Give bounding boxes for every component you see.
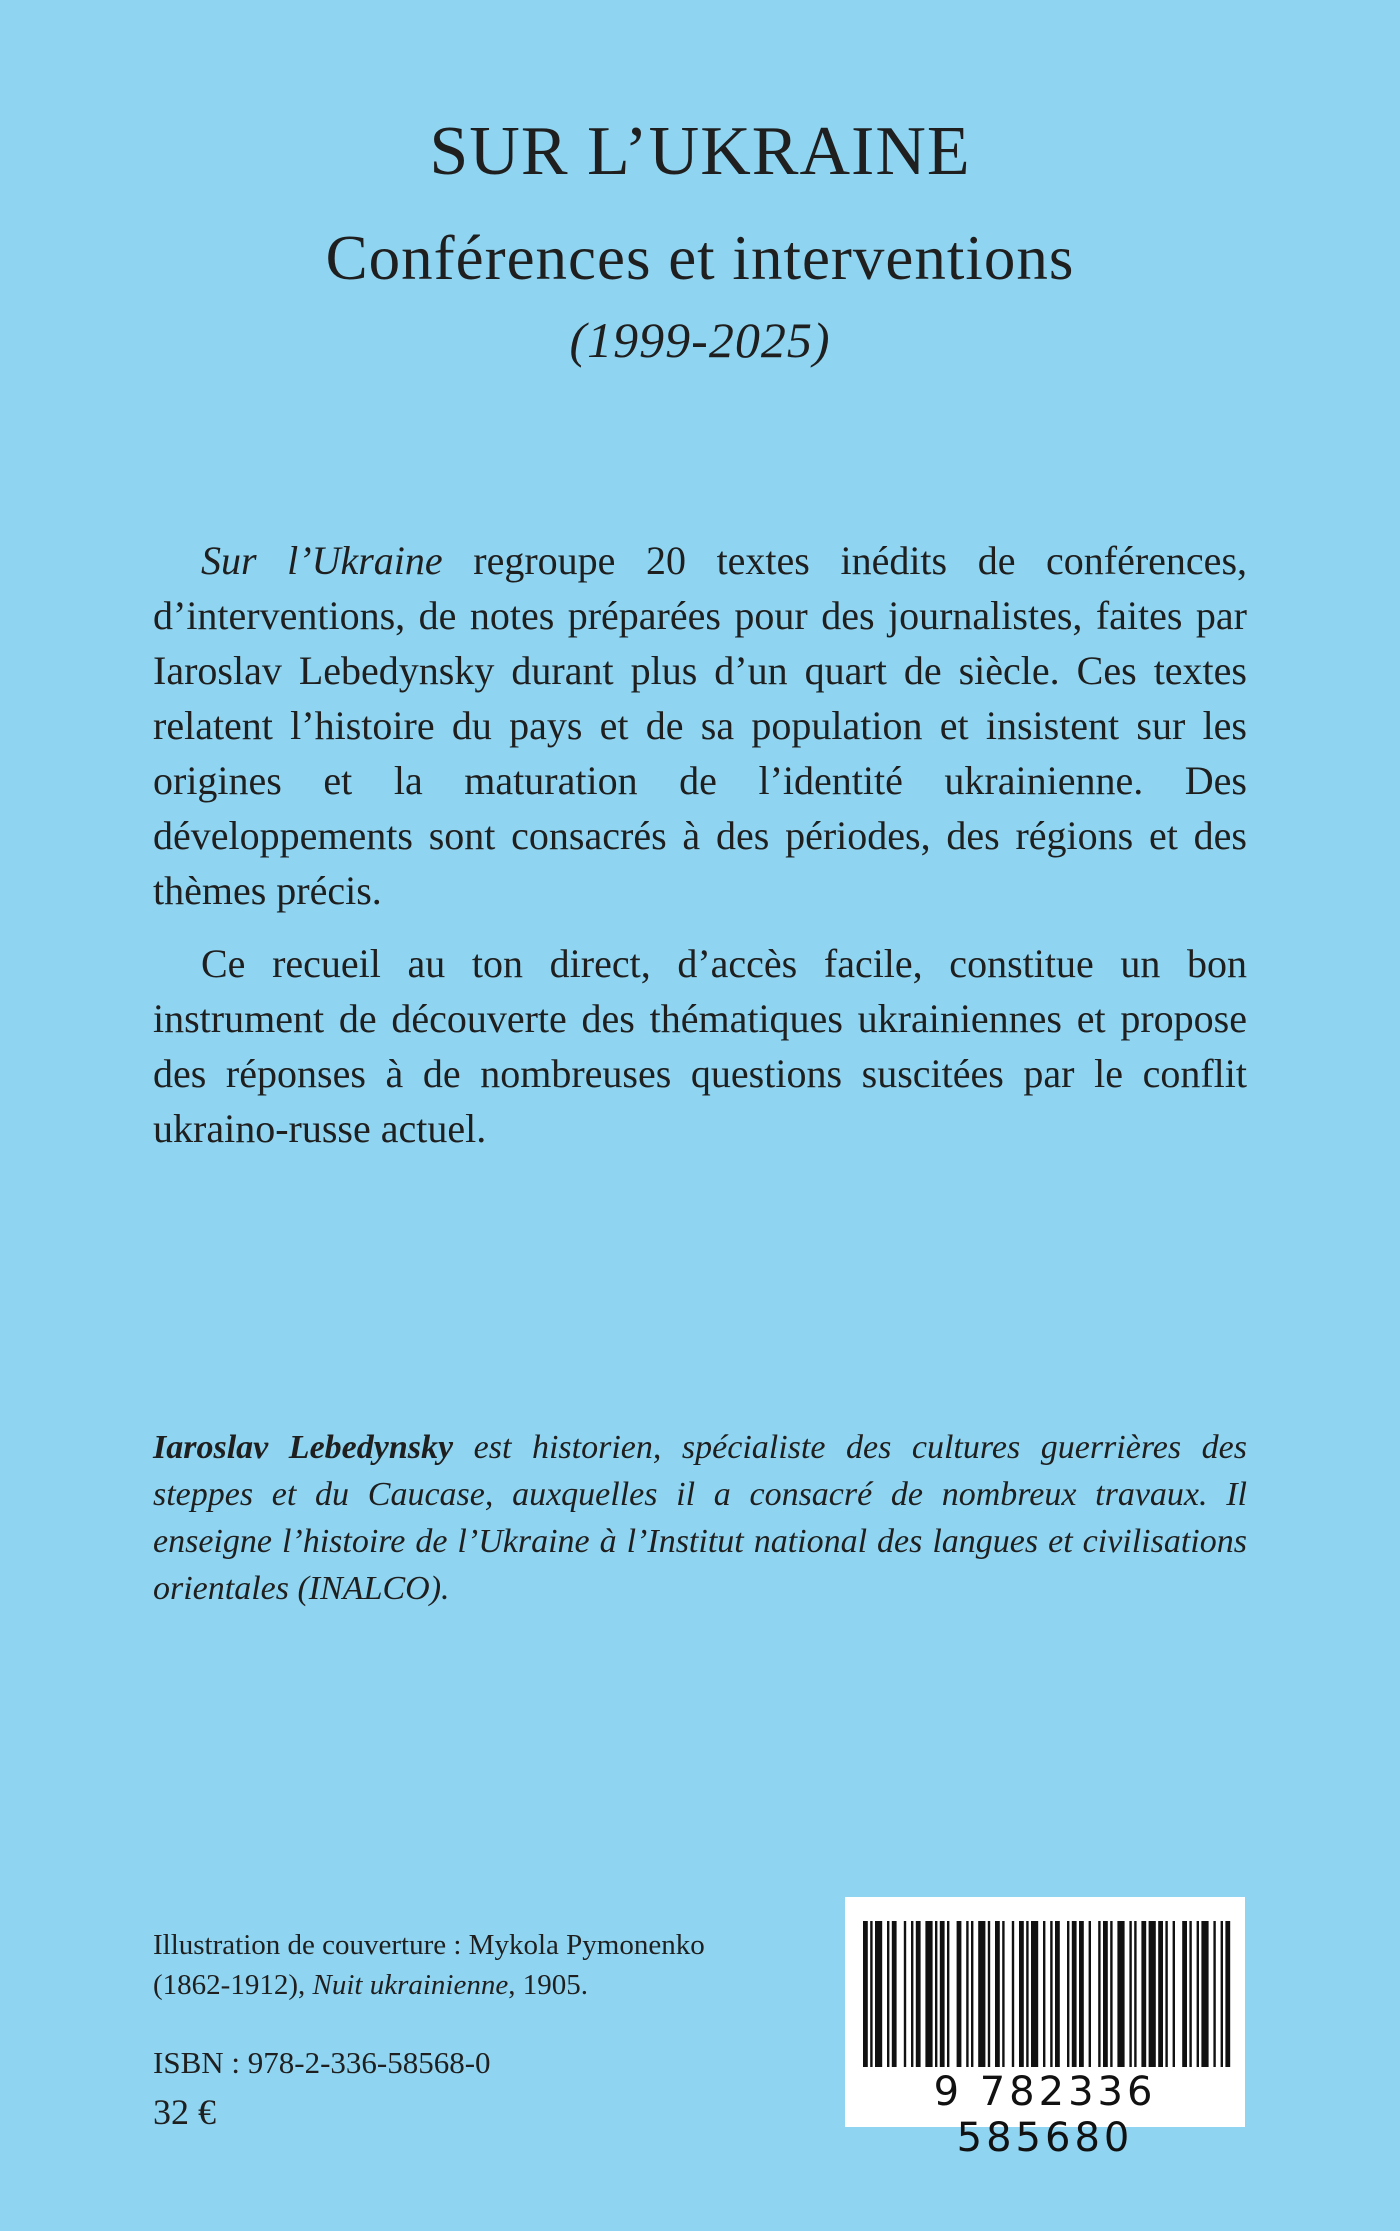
- barcode-bar: [1002, 1921, 1004, 2067]
- barcode-bar: [863, 1921, 868, 2067]
- barcode-bar: [1050, 1921, 1052, 2067]
- barcode-bar: [1165, 1921, 1167, 2067]
- barcode-bar: [1103, 1921, 1108, 2067]
- book-subtitle: Conférences et interventions: [325, 223, 1075, 293]
- barcode-bar: [978, 1921, 985, 2067]
- barcode-bar: [870, 1921, 872, 2067]
- blurb-paragraph-1-text: regroupe 20 textes inédits de conférences, d’interventions, de notes préparées pour des journalistes, faites par Iaroslav Lebedynsky durant plus d’un quart de siècle. Ces textes relatent l’histoire du pays et de sa population et insistent sur les origines et la maturation de l’identité ukrainienne. Des développements sont consacrés à des périodes, des régions et des thèmes précis.: [153, 538, 1248, 913]
- barcode-bar: [1189, 1921, 1191, 2067]
- barcode-bar: [1182, 1921, 1187, 2067]
- barcode-bar: [940, 1921, 945, 2067]
- barcode-bar: [1173, 1921, 1175, 2067]
- blurb: [153, 533, 1247, 1174]
- barcode-bar: [904, 1921, 906, 2067]
- barcode-bar: [988, 1921, 990, 2067]
- barcode-bar: [1110, 1921, 1112, 2067]
- barcode-bar: [887, 1921, 889, 2067]
- barcode-bar: [1158, 1921, 1163, 2067]
- book-years: (1999-2025): [569, 312, 831, 368]
- credits-dates: (1862-1912),: [153, 1969, 313, 2001]
- isbn: ISBN : 978-2-336-58568-0: [153, 2045, 491, 2080]
- barcode-bar: [1201, 1921, 1208, 2067]
- barcode-bar: [1225, 1921, 1230, 2067]
- barcode-bar: [1067, 1921, 1069, 2067]
- barcode-bar: [1055, 1921, 1060, 2067]
- barcode-bar: [1129, 1921, 1131, 2067]
- barcode-bar: [1134, 1921, 1136, 2067]
- blurb-paragraph-1: [153, 533, 1247, 918]
- credits-line-2: [153, 1965, 753, 2005]
- credits-artwork-title: Nuit ukrainienne: [312, 1969, 509, 2001]
- barcode-bar: [875, 1921, 882, 2067]
- barcode-bar: [1019, 1921, 1024, 2067]
- author-name: Iaroslav Lebedynsky: [153, 1429, 454, 1466]
- author-bio-text: est historien, spécialiste des cultures guerrières des steppes et du Caucase, auxquelles il a consacré de nombreux travaux. Il enseigne l’histoire de l’Ukraine à l’Institut national des langues et civilisations orientales (INALCO).: [153, 1429, 1247, 1607]
- barcode: [845, 1897, 1245, 2161]
- price: 32 €: [153, 2092, 216, 2132]
- barcode-bar: [971, 1921, 973, 2067]
- barcode-bar: [1026, 1921, 1028, 2067]
- barcode-bar: [892, 1921, 897, 2067]
- barcode-bar: [1197, 1921, 1199, 2067]
- barcode-bar: [911, 1921, 913, 2067]
- author-bio: [153, 1424, 1247, 1612]
- barcode-bar: [1221, 1921, 1223, 2067]
- barcode-bar: [966, 1921, 968, 2067]
- cover-credits: [153, 1925, 753, 2005]
- barcode-bar: [1031, 1921, 1038, 2067]
- blurb-book-title: Sur l’Ukraine: [201, 538, 443, 583]
- barcode-bar: [935, 1921, 937, 2067]
- credits-year: , 1905.: [508, 1969, 588, 2001]
- barcode-bar: [957, 1921, 962, 2067]
- blurb-paragraph-2: Ce recueil au ton direct, d’accès facile, constitue un bon instrument de découverte des thématiques ukrainiennes et propose des réponses à de nombreuses questions suscitées par le conflit ukraino-russe actuel.: [153, 941, 1247, 1151]
- barcode-bar: [1072, 1921, 1077, 2067]
- barcode-digits: 9 782336 585680: [933, 2069, 1157, 2161]
- barcode-bar: [1117, 1921, 1124, 2067]
- barcode-bar: [947, 1921, 949, 2067]
- barcode-bar: [1012, 1921, 1014, 2067]
- barcode-bar: [925, 1921, 932, 2067]
- barcode-bar: [1079, 1921, 1084, 2067]
- barcode-bar: [916, 1921, 921, 2067]
- barcode-bar: [1149, 1921, 1156, 2067]
- barcode-bar: [995, 1921, 1000, 2067]
- book-title: SUR L’UKRAINE: [429, 113, 971, 190]
- barcode-bar: [1213, 1921, 1215, 2067]
- barcode-bar: [1043, 1921, 1045, 2067]
- credits-line-1: Illustration de couverture : Mykola Pymonenko: [153, 1929, 705, 1961]
- barcode-bar: [1098, 1921, 1100, 2067]
- barcode-bar: [1141, 1921, 1146, 2067]
- barcode-bar: [1089, 1921, 1091, 2067]
